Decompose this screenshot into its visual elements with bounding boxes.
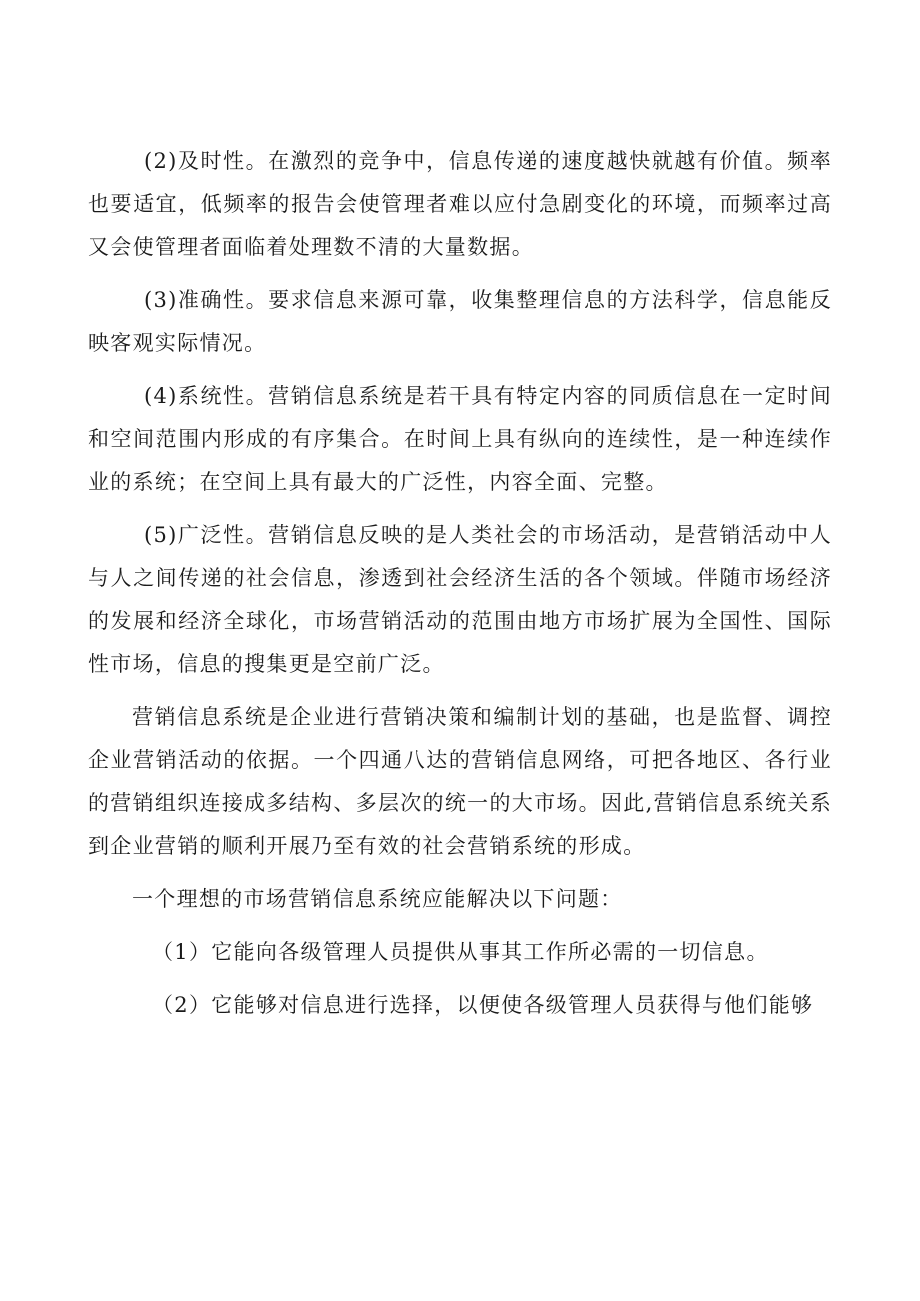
document-body [88, 140, 832, 1037]
paragraph-system-importance: 营销信息系统是企业进行营销决策和编制计划的基础，也是监督、调控企业营销活动的依据。一个四通八达的营销信息网络，可把各地区、各行业的营销组织连接成多结构、多层次的统一的大市场。因此,营销信息系统关系到企业营销的顺利开展乃至有效的社会营销系统的形成。 [88, 705, 832, 858]
list-item-1: （1）它能向各级管理人员提供从事其工作所必需的一切信息。 [152, 940, 769, 964]
paragraph-systematic: (4)系统性。营销信息系统是若干具有特定内容的同质信息在一定时间和空间范围内形成的有序集合。在时间上具有纵向的连续性，是一种连续作业的系统；在空间上具有最大的广泛性，内容全面、完整。 [88, 384, 832, 494]
paragraph-ideal-system-intro: 一个理想的市场营销信息系统应能解决以下问题： [132, 887, 623, 911]
paragraph-extensiveness: (5)广泛性。营销信息反映的是人类社会的市场活动，是营销活动中人与人之间传递的社会信息，渗透到社会经济生活的各个领域。伴随市场经济的发展和经济全球化，市场营销活动的范围由地方市场扩展为全国性、国际性市场，信息的搜集更是空前广泛。 [88, 523, 832, 676]
paragraph-accuracy: (3)准确性。要求信息来源可靠，收集整理信息的方法科学，信息能反映客观实际情况。 [88, 288, 832, 355]
list-item-2: （2）它能够对信息进行选择，以便使各级管理人员获得与他们能够 [152, 993, 814, 1017]
paragraph-timeliness: (2)及时性。在激烈的竞争中，信息传递的速度越快就越有价值。频率也要适宜，低频率的报告会使管理者难以应付急剧变化的环境，而频率过高又会使管理者面临着处理数不清的大量数据。 [88, 149, 832, 259]
